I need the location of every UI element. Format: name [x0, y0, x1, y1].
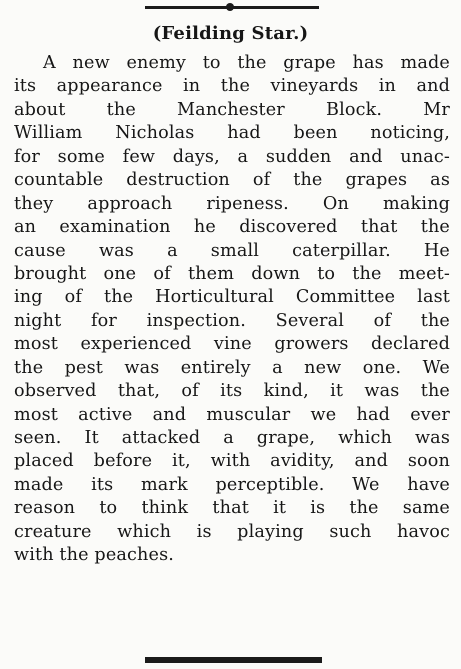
article-line: reason to think that it is the same [14, 498, 450, 519]
article-line: its appearance in the vineyards in and [14, 76, 450, 97]
article-line: an examination he discovered that the [14, 217, 450, 238]
article-line: with the peaches. [14, 545, 175, 566]
article-line: creature which is playing such havoc [14, 521, 450, 542]
article-line: the pest was entirely a new one. We [14, 357, 450, 378]
article-line: night for inspection. Several of the [14, 310, 450, 331]
article-line: William Nicholas had been noticing, [14, 123, 450, 144]
article-line: brought one of them down to the meet- [14, 263, 450, 284]
article-line: placed before it, with avidity, and soon [14, 451, 450, 472]
article-line: cause was a small caterpillar. He [14, 240, 450, 261]
article-line: most experienced vine growers declared [14, 334, 450, 355]
top-divider-ornament [226, 3, 234, 11]
article-line: about the Manchester Block. Mr [14, 99, 450, 120]
article-body [14, 52, 450, 568]
article-line: made its mark perceptible. We have [14, 474, 450, 495]
article-line: observed that, of its kind, it was the [14, 381, 450, 402]
article-line: seen. It attacked a grape, which was [14, 428, 450, 448]
article-line: A new enemy to the grape has made [43, 53, 450, 73]
article-line: for some few days, a sudden and unac- [14, 146, 450, 167]
article-line: countable destruction of the grapes as [14, 170, 450, 191]
article-line: ing of the Horticultural Committee last [14, 287, 450, 308]
article-line: they approach ripeness. On making [14, 193, 450, 214]
article-line: most active and muscular we had ever [14, 404, 450, 425]
bottom-divider-rule [145, 657, 322, 663]
article-source-heading: (Feilding Star.) [152, 23, 309, 44]
